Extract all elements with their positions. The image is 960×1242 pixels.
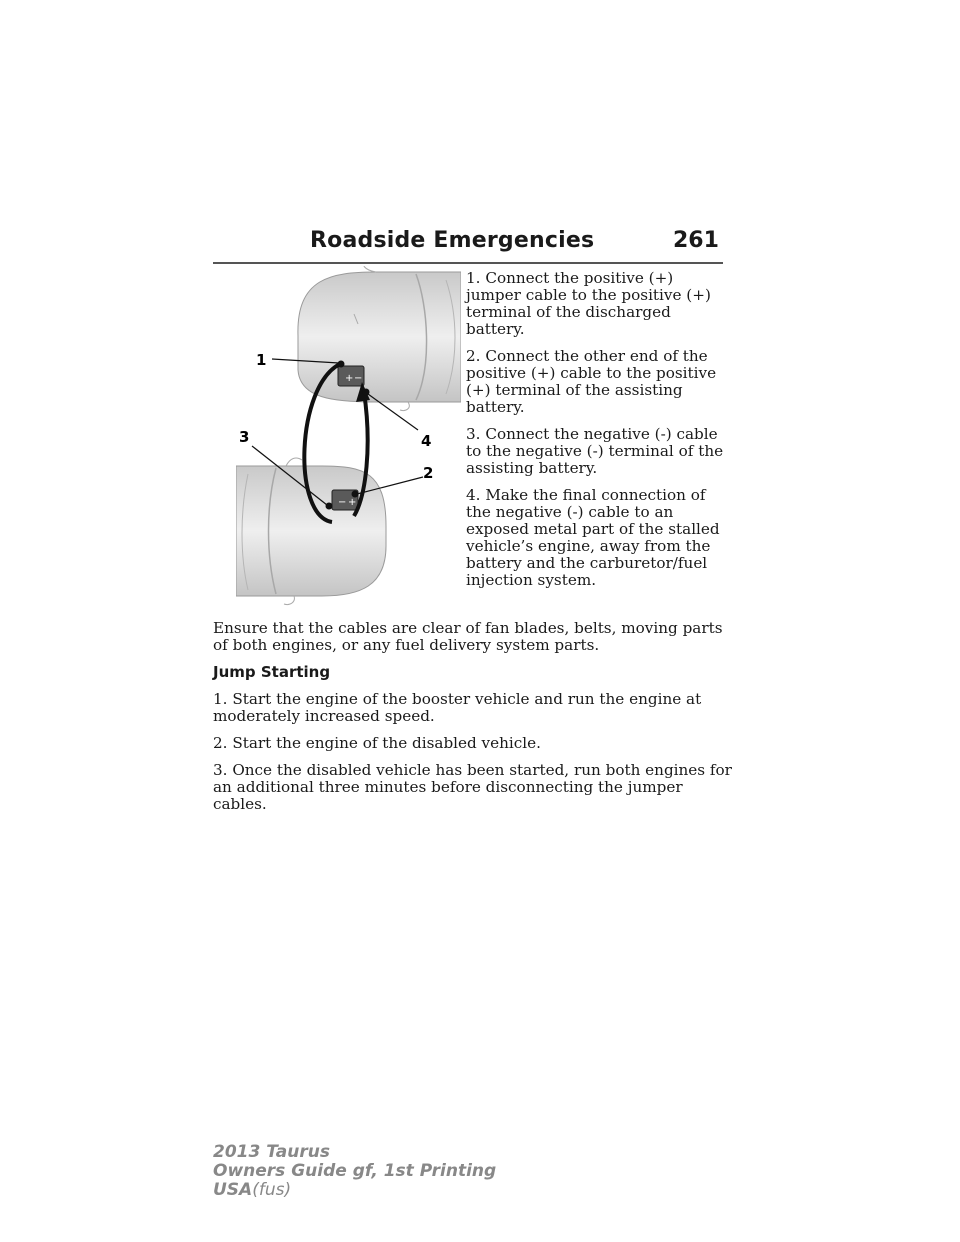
jump-starting-heading: Jump Starting [213,663,331,681]
callout-3: 3 [239,428,250,446]
main-text [213,620,733,823]
discharged-battery [338,366,364,386]
jump-step-1: 1. Start the engine of the booster vehicle and run the engine at moderately increased speed. [213,690,702,725]
jump-step-2: 2. Start the engine of the disabled vehicle. [213,734,541,752]
step-2: 2. Connect the other end of the positive (+) cable to the positive (+) terminal of the assisting battery. [466,347,717,416]
header-divider [213,262,723,264]
footer-guide: Owners Guide gf, 1st Printing [213,1161,497,1181]
page-number: 261 [673,228,719,253]
battery-minus-symbol: − [338,497,347,508]
battery-plus-symbol: + [348,497,357,508]
footer-region [213,1181,496,1200]
callout-1: 1 [256,351,267,369]
print-footer [213,1143,496,1200]
jump-step-3: 3. Once the disabled vehicle has been started, run both engines for an additional three minutes before disconnecting the jumper cables. [213,761,732,813]
callout-4: 4 [421,432,432,450]
jump-start-diagram [236,266,461,606]
caution-paragraph: Ensure that the cables are clear of fan blades, belts, moving parts of both engines, or any fuel delivery system parts. [213,619,723,654]
footer-model: 2013 Taurus [213,1142,330,1162]
disabled-vehicle [298,266,461,411]
section-title: Roadside Emergencies [310,228,595,253]
step-3: 3. Connect the negative (-) cable to the negative (-) terminal of the assisting battery. [466,425,724,477]
jump-start-illustration [236,266,461,606]
step-1: 1. Connect the positive (+) jumper cable to the positive (+) terminal of the discharged battery. [466,269,711,338]
battery-minus-symbol: − [354,373,363,384]
connection-steps [466,270,726,599]
callout-2: 2 [423,464,434,482]
footer-code: (fus) [252,1180,292,1200]
step-4: 4. Make the final connection of the negative (-) cable to an exposed metal part of the stalled vehicle’s engine, away from the battery and the carburetor/fuel injection system. [466,486,720,589]
battery-plus-symbol: + [345,373,354,384]
footer-country: USA [213,1180,253,1200]
